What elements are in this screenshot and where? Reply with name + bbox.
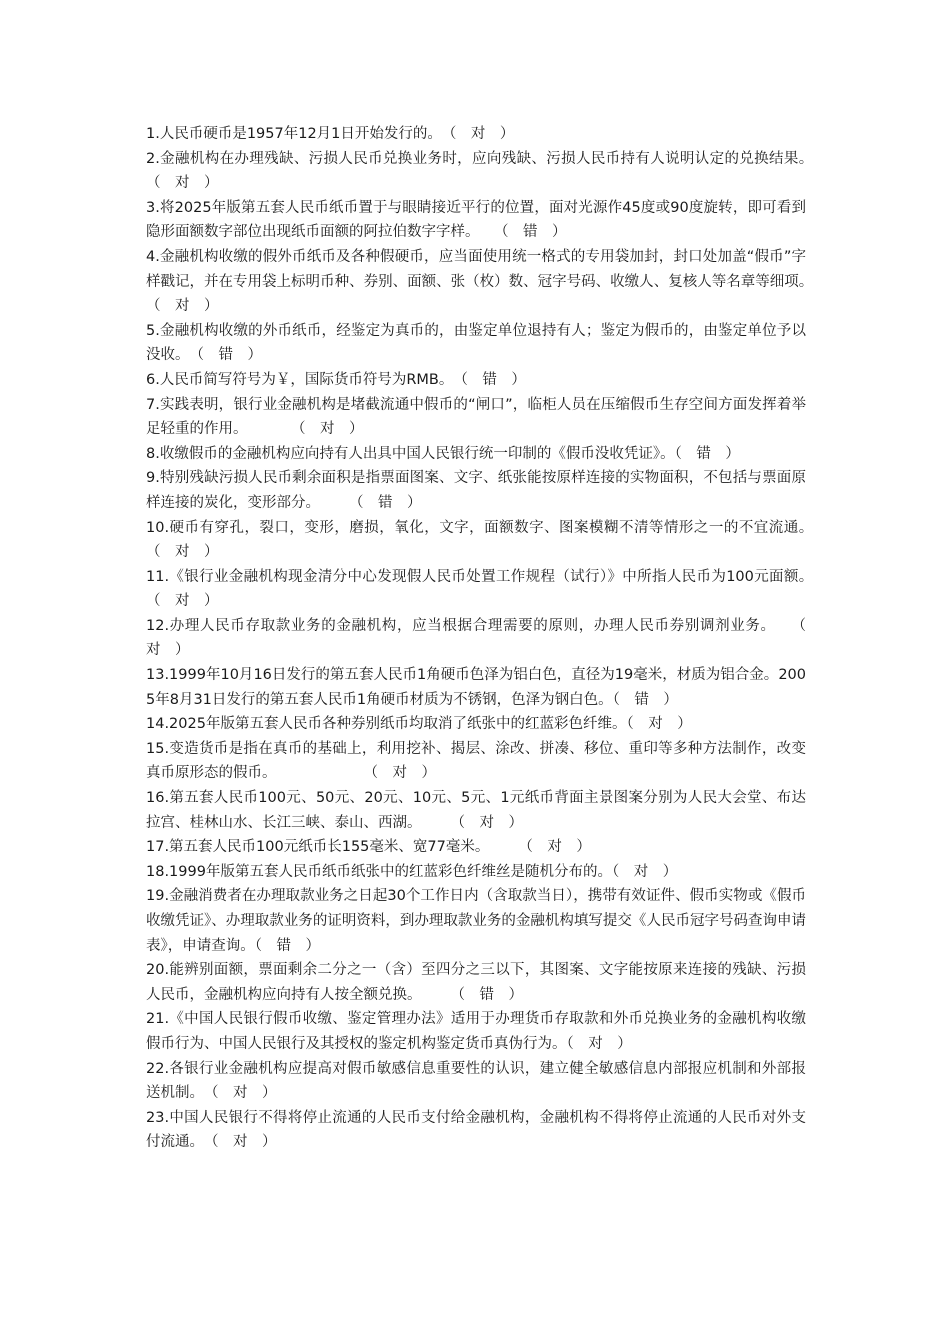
question-item-8: 8.收缴假币的金融机构应向持有人出具中国人民银行统一印制的《假币没收凭证》。（ 错 ）: [146, 445, 740, 462]
question-item-6: 6.人民币简写符号为￥，国际货币符号为RMB。 （ 错 ）: [146, 371, 526, 388]
question-item-3: 3.将2025年版第五套人民币纸币置于与眼睛接近平行的位置，面对光源作45度或90度旋转，即可看到隐形面额数字部位出现纸币面额的阿拉伯数字字样。 （ 错 ）: [146, 199, 806, 241]
question-item-18: 18.1999年版第五套人民币纸币纸张中的红蓝彩色纤维丝是随机分布的。（ 对 ）: [146, 863, 678, 880]
question-list: [146, 122, 835, 1155]
question-item-23: 23.中国人民银行不得将停止流通的人民币支付给金融机构，金融机构不得将停止流通的人民币对外支付流通。 （ 对 ）: [146, 1109, 806, 1151]
question-item-5: 5.金融机构收缴的外币纸币，经鉴定为真币的，由鉴定单位退持有人；鉴定为假币的，由鉴定单位予以没收。 （ 错 ）: [146, 322, 806, 364]
question-item-11: 11.《银行业金融机构现金清分中心发现假人民币处置工作规程（试行）》中所指人民币为100元面额。 （ 对 ）: [146, 568, 835, 610]
question-item-21: 21.《中国人民银行假币收缴、鉴定管理办法》适用于办理货币存取款和外币兑换业务的金融机构收缴假币行为、中国人民银行及其授权的鉴定机构鉴定货币真伪行为。（ 对 ）: [146, 1011, 806, 1052]
question-item-15: 15.变造货币是指在真币的基础上，利用挖补、揭层、涂改、拼凑、移位、重印等多种方法制作，改变真币原形态的假币。 （ 对 ）: [146, 740, 806, 782]
question-item-17: 17.第五套人民币100元纸币长155毫米、宽77毫米。 （ 对 ）: [146, 839, 591, 856]
question-item-7: 7.实践表明，银行业金融机构是堵截流通中假币的“闸口”，临柜人员在压缩假币生存空间方面发挥着举足轻重的作用。 （ 对 ）: [146, 396, 806, 438]
question-item-22: 22.各银行业金融机构应提高对假币敏感信息重要性的认识，建立健全敏感信息内部报应机制和外部报送机制。 （ 对 ）: [146, 1060, 806, 1102]
question-item-2: 2.金融机构在办理残缺、污损人民币兑换业务时，应向残缺、污损人民币持有人说明认定的兑换结果。 （ 对 ）: [146, 150, 835, 192]
question-item-20: 20.能辨别面额，票面剩余二分之一（含）至四分之三以下，其图案、文字能按原来连接的残缺、污损人民币，金融机构应向持有人按全额兑换。 （ 错 ）: [146, 962, 806, 1003]
question-item-9: 9.特别残缺污损人民币剩余面积是指票面图案、文字、纸张能按原样连接的实物面积，不包括与票面原样连接的炭化，变形部分。 （ 错 ）: [146, 470, 806, 511]
question-item-19: 19.金融消费者在办理取款业务之日起30个工作日内（含取款当日），携带有效证件、假币实物或《假币收缴凭证》、办理取款业务的证明资料，到办理取款业务的金融机构填写提交《人民币冠字号码查询申请表》，申请查询。（ 错 ）: [146, 888, 806, 954]
question-item-10: 10.硬币有穿孔，裂口，变形，磨损，氧化，文字，面额数字、图案模糊不清等情形之一的不宜流通。 （ 对 ）: [146, 519, 835, 561]
question-item-13: 13.1999年10月16日发行的第五套人民币1角硬币色泽为铝白色，直径为19毫米，材质为铝合金。2005年8月31日发行的第五套人民币1角硬币材质为不锈钢，色泽为钢白色。（ 错 ）: [146, 667, 806, 708]
question-item-12: 12.办理人民币存取款业务的金融机构，应当根据合理需要的原则，办理人民币券别调剂业务。 （ 对 ）: [146, 617, 821, 659]
question-item-16: 16.第五套人民币100元、50元、20元、10元、5元、1元纸币背面主景图案分别为人民大会堂、布达拉宫、桂林山水、长江三峡、泰山、西湖。 （ 对 ）: [146, 790, 806, 831]
question-item-1: 1.人民币硬币是1957年12月1日开始发行的。 （ 对 ）: [146, 126, 515, 142]
question-item-14: 14.2025年版第五套人民币各种券别纸币均取消了纸张中的红蓝彩色纤维。（ 对 ）: [146, 716, 692, 733]
question-item-4: 4.金融机构收缴的假外币纸币及各种假硬币，应当面使用统一格式的专用袋加封，封口处加盖“假币”字样戳记，并在专用袋上标明币种、券别、面额、张（枚）数、冠字号码、收缴人、复核人等名章等细项。 （ 对 ）: [146, 248, 835, 315]
